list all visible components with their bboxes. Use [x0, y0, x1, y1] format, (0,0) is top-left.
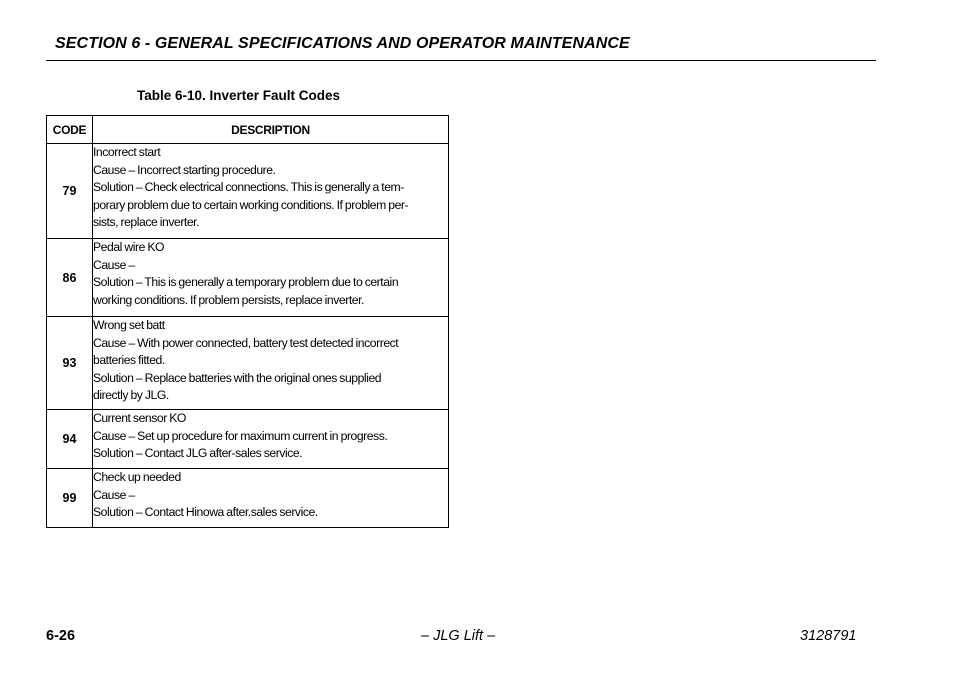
description-line: Wrong set batt: [93, 318, 165, 332]
fault-description: [93, 239, 449, 317]
table-header-row: [47, 116, 449, 144]
description-line: batteries fitted.: [93, 353, 165, 368]
description-line: Cause – With power connected, battery test detected incorrect: [93, 335, 399, 350]
table-row: [47, 469, 449, 528]
fault-description: [93, 144, 449, 239]
table-row: [47, 144, 449, 239]
fault-code: 94: [47, 410, 93, 469]
fault-description: [93, 469, 449, 528]
table-row: [47, 239, 449, 317]
fault-code: 79: [47, 144, 93, 239]
fault-description: [93, 410, 449, 469]
description-line: working conditions. If problem persists, replace inverter.: [93, 292, 364, 307]
table-row: [47, 410, 449, 469]
description-line: Solution – Replace batteries with the original ones supplied: [93, 370, 382, 385]
description-line: Cause – Set up procedure for maximum current in progress.: [93, 428, 388, 443]
section-title: SECTION 6 - GENERAL SPECIFICATIONS AND OPERATOR MAINTENANCE: [55, 35, 630, 52]
description-line: Cause –: [93, 487, 135, 502]
description-line: Incorrect start: [93, 145, 161, 159]
description-line: Cause – Incorrect starting procedure.: [93, 162, 276, 177]
description-line: Solution – This is generally a temporary problem due to certain: [93, 275, 399, 290]
fault-code: 93: [47, 317, 93, 410]
description-line: directly by JLG.: [93, 388, 169, 403]
description-line: Pedal wire KO: [93, 240, 165, 254]
table-caption: Table 6-10. Inverter Fault Codes: [137, 88, 341, 103]
description-line: Cause –: [93, 257, 135, 272]
fault-code: 99: [47, 469, 93, 528]
description-line: Solution – Contact JLG after-sales service.: [93, 446, 303, 461]
description-line: porary problem due to certain working conditions. If problem per-: [93, 197, 409, 212]
page-number: 6-26: [46, 628, 76, 644]
header-rule: [46, 60, 876, 61]
table-row: [47, 317, 449, 410]
fault-codes-table: [46, 115, 449, 528]
description-line: Solution – Contact Hinowa after.sales service.: [93, 505, 318, 520]
fault-description: [93, 317, 449, 410]
description-line: sists, replace inverter.: [93, 215, 200, 230]
fault-code: 86: [47, 239, 93, 317]
description-line: Check up needed: [93, 470, 181, 484]
document-number: 3128791: [800, 628, 857, 644]
description-column-header: DESCRIPTION: [93, 116, 449, 144]
description-line: Current sensor KO: [93, 411, 186, 425]
footer-publisher: – JLG Lift –: [421, 628, 496, 644]
code-column-header: CODE: [47, 116, 93, 144]
description-line: Solution – Check electrical connections. This is generally a tem-: [93, 180, 404, 195]
